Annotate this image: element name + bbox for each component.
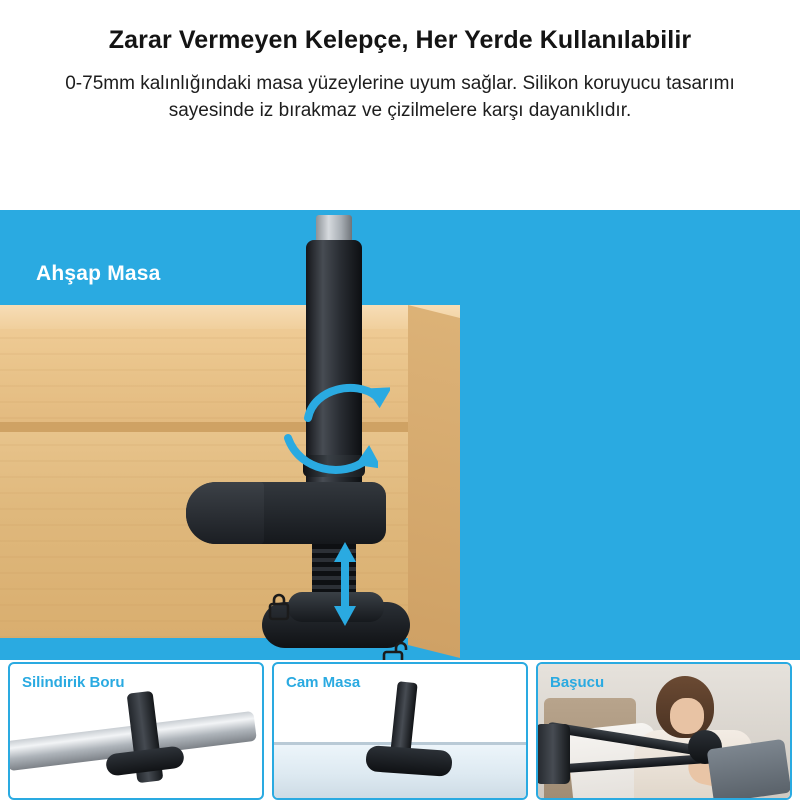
desk-edge <box>0 422 460 432</box>
card-cylindrical-pipe <box>8 662 264 800</box>
clamp-arm-pad <box>186 482 264 544</box>
card-label: Başucu <box>550 674 605 691</box>
person-face <box>670 698 704 734</box>
card-label: Silindirik Boru <box>22 674 125 691</box>
page-title: Zarar Vermeyen Kelepçe, Her Yerde Kullanılabilir <box>108 26 692 54</box>
desk-side-face <box>408 305 460 658</box>
hero-label: Ahşap Masa <box>36 262 161 285</box>
bed-clamp <box>536 724 570 784</box>
curved-arrow-icon <box>278 422 378 492</box>
usage-scenario-cards <box>0 662 800 800</box>
card-label: Cam Masa <box>286 674 361 691</box>
tablet-device <box>707 739 792 800</box>
header <box>0 0 800 125</box>
hero-image-panel <box>0 210 800 660</box>
lock-open-icon <box>382 640 410 660</box>
card-bedside <box>536 662 792 800</box>
double-arrow-vertical-icon <box>332 540 358 628</box>
card-glass-desk <box>272 662 528 800</box>
desk-top-surface <box>0 305 460 329</box>
lock-closed-icon <box>266 592 292 622</box>
page-subtitle: 0-75mm kalınlığındaki masa yüzeylerine uyum sağlar. Silikon koruyucu tasarımı sayesinde iz bırakmaz ve çizilmelere karşı dayanıklıdır. <box>65 72 735 121</box>
